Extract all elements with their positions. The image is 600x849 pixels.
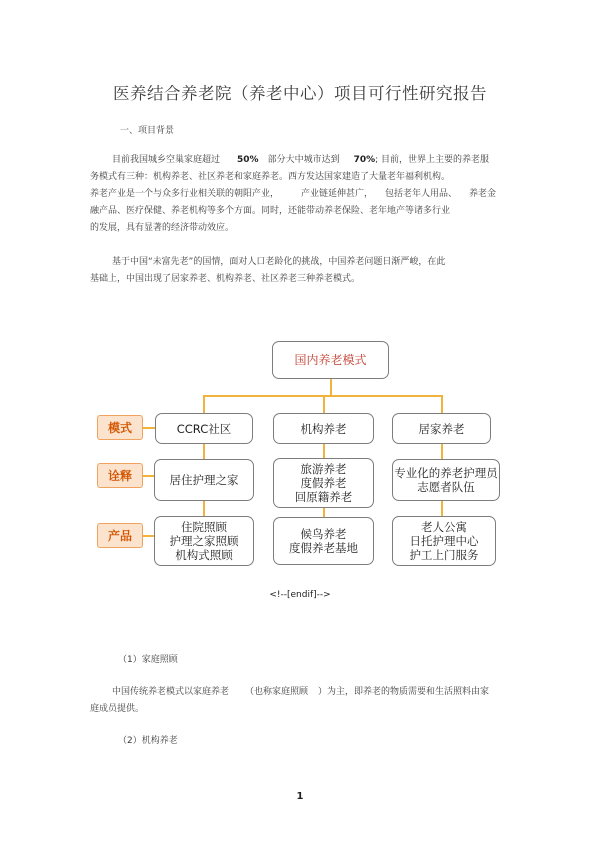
product-text: 住院照顾 <box>181 520 227 534</box>
product-text: 护理之家照顾 <box>169 534 239 548</box>
text-span: （也称家庭照顾 <box>245 687 309 697</box>
paragraph-1-line-4: 融产品、医疗保健、养老机构等多个方面。同时，还能带动养老保险、老年地产等诸多行业 <box>90 206 451 216</box>
row-label-explanation: 诠释 <box>97 463 143 488</box>
product-ccrc <box>154 516 254 566</box>
paragraph-1-line-3 <box>90 186 496 203</box>
product-text: 度假养老基地 <box>289 541 358 555</box>
text-span: 部分大中城市达到 <box>267 155 340 165</box>
product-text: 护工上门服务 <box>409 548 479 562</box>
paragraph-1-line-5: 的发展，具有显著的经济带动效应。 <box>90 223 235 233</box>
text-span: ; 目前，世界上主要的养老服 <box>375 155 490 165</box>
text-span: 包括老年人用品、 <box>385 189 458 199</box>
explanation-ccrc <box>154 459 254 501</box>
family-care-line-2: 庭成员提供。 <box>90 704 145 714</box>
subsection-heading-institution-care: （2）机构养老 <box>118 736 178 746</box>
text-span: 养老金 <box>469 189 497 199</box>
explanation-text: 度假养老 <box>300 476 347 490</box>
explanation-home <box>392 459 500 501</box>
row-label-product: 产品 <box>97 523 143 548</box>
text-span: 养老产业是一个与众多行业相关联的朝阳产业， <box>90 189 280 199</box>
mode-home: 居家养老 <box>392 413 491 444</box>
product-text: 机构式照顾 <box>175 548 233 562</box>
paragraph-2-line-2: 基础上，中国出现了居家养老、机构养老、社区养老三种养老模式。 <box>90 274 361 284</box>
text-span: 目前我国城乡空巢家庭超过 <box>112 155 221 165</box>
explanation-text: 专业化的养老护理员 <box>394 466 498 480</box>
product-text: 候鸟养老 <box>300 527 347 541</box>
text-span: 中国传统养老模式以家庭养老 <box>112 687 230 697</box>
explanation-text: 志愿者队伍 <box>417 480 475 494</box>
page-number: 1 <box>296 791 304 802</box>
explanation-text: 居住护理之家 <box>169 473 239 487</box>
connector-col-1 <box>203 395 205 415</box>
paragraph-2-line-1: 基于中国“未富先老”的国情，面对人口老龄化的挑战，中国养老问题日渐严峻，在此 <box>112 257 446 267</box>
text-span: 产业链延伸甚广， <box>301 189 374 199</box>
paragraph-1-line-1 <box>112 152 489 169</box>
explanation-institution <box>273 458 374 508</box>
row-label-mode: 模式 <box>97 415 143 440</box>
product-home <box>392 516 496 566</box>
connector-col-2 <box>323 395 325 415</box>
diagram-root: 国内养老模式 <box>272 341 389 379</box>
mode-ccrc: CCRC社区 <box>155 413 253 444</box>
text-span: ）为主，即养老的物质需要和生活照料由家 <box>318 687 490 697</box>
percent-50: 50% <box>237 155 259 165</box>
connector-col-3 <box>441 395 443 415</box>
mode-institution: 机构养老 <box>273 413 374 444</box>
endif-comment-text: <!--[endif]--> <box>269 590 331 600</box>
explanation-text: 回原籍养老 <box>294 490 353 504</box>
section-heading-background: 一、项目背景 <box>120 126 175 136</box>
product-text: 老人公寓 <box>421 520 467 534</box>
product-institution <box>273 517 374 565</box>
subsection-heading-family-care: （1）家庭照顾 <box>118 655 178 665</box>
paragraph-1-line-2: 务模式有三种：机构养老、社区养老和家庭养老。西方发达国家建造了大量老年福利机构。 <box>90 172 451 182</box>
document-title: 医养结合养老院（养老中心）项目可行性研究报告 <box>113 84 487 103</box>
explanation-text: 旅游养老 <box>300 462 347 476</box>
connector-root-down <box>330 378 332 396</box>
percent-70: 70% <box>353 155 376 165</box>
product-text: 日托护理中心 <box>409 534 479 548</box>
family-care-line-1 <box>112 684 489 701</box>
